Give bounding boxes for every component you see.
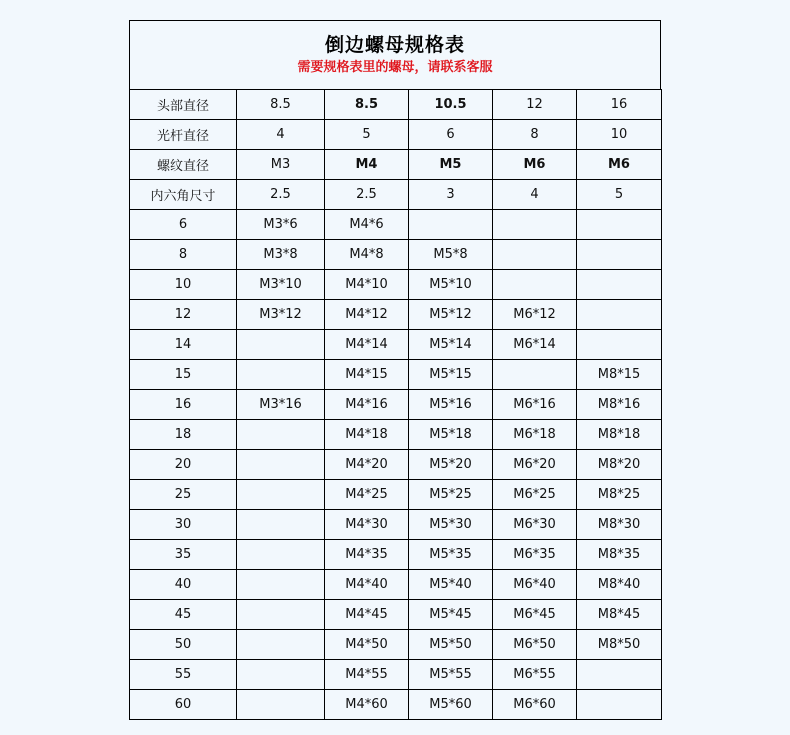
spec-cell: M4*45 xyxy=(325,600,409,630)
table-row xyxy=(130,660,662,690)
spec-cell: M4*50 xyxy=(325,630,409,660)
row-label-cell: 螺纹直径 xyxy=(130,150,237,180)
spec-cell xyxy=(493,270,577,300)
spec-cell: M5 xyxy=(409,150,493,180)
spec-cell: 5 xyxy=(325,120,409,150)
spec-cell xyxy=(237,600,325,630)
table-row xyxy=(130,300,662,330)
spec-table xyxy=(129,89,662,720)
page-title: 倒边螺母规格表 xyxy=(324,34,465,56)
spec-cell xyxy=(237,570,325,600)
length-cell: 8 xyxy=(130,240,237,270)
length-cell: 16 xyxy=(130,390,237,420)
length-cell: 14 xyxy=(130,330,237,360)
length-cell: 35 xyxy=(130,540,237,570)
length-cell: 25 xyxy=(130,480,237,510)
spec-cell: M5*10 xyxy=(409,270,493,300)
spec-cell: M4*15 xyxy=(325,360,409,390)
spec-cell: 8 xyxy=(493,120,577,150)
spec-cell xyxy=(577,660,662,690)
spec-cell xyxy=(577,240,662,270)
spec-cell xyxy=(577,330,662,360)
table-row xyxy=(130,450,662,480)
spec-cell: M5*14 xyxy=(409,330,493,360)
table-row xyxy=(130,270,662,300)
spec-cell: M8*15 xyxy=(577,360,662,390)
table-row xyxy=(130,420,662,450)
spec-cell: M5*55 xyxy=(409,660,493,690)
contact-subtitle: 需要规格表里的螺母，请联系客服 xyxy=(297,60,493,75)
spec-cell: M3*16 xyxy=(237,390,325,420)
spec-cell: M6 xyxy=(577,150,662,180)
spec-cell xyxy=(237,510,325,540)
spec-cell: M5*12 xyxy=(409,300,493,330)
spec-cell xyxy=(237,480,325,510)
spec-cell: M6 xyxy=(493,150,577,180)
spec-cell: M4 xyxy=(325,150,409,180)
spec-cell: M3 xyxy=(237,150,325,180)
table-row xyxy=(130,240,662,270)
spec-header-row xyxy=(130,90,662,120)
spec-cell xyxy=(493,360,577,390)
spec-cell: M8*50 xyxy=(577,630,662,660)
spec-cell xyxy=(237,540,325,570)
spec-cell: M4*16 xyxy=(325,390,409,420)
spec-cell: M4*10 xyxy=(325,270,409,300)
length-cell: 18 xyxy=(130,420,237,450)
spec-cell: 10 xyxy=(577,120,662,150)
table-row xyxy=(130,510,662,540)
spec-cell xyxy=(237,690,325,720)
spec-header-row xyxy=(130,180,662,210)
spec-header-row xyxy=(130,120,662,150)
table-row xyxy=(130,630,662,660)
table-row xyxy=(130,360,662,390)
spec-cell xyxy=(237,450,325,480)
spec-cell: 4 xyxy=(493,180,577,210)
spec-cell: M5*40 xyxy=(409,570,493,600)
spec-cell: 8.5 xyxy=(325,90,409,120)
spec-cell: M5*50 xyxy=(409,630,493,660)
row-label-cell: 内六角尺寸 xyxy=(130,180,237,210)
spec-cell: M4*55 xyxy=(325,660,409,690)
length-cell: 55 xyxy=(130,660,237,690)
length-cell: 12 xyxy=(130,300,237,330)
spec-cell: 2.5 xyxy=(325,180,409,210)
spec-cell: M4*40 xyxy=(325,570,409,600)
spec-cell xyxy=(577,300,662,330)
table-row xyxy=(130,600,662,630)
spec-cell: M6*45 xyxy=(493,600,577,630)
spec-cell: M5*8 xyxy=(409,240,493,270)
spec-sheet xyxy=(129,20,661,720)
length-cell: 15 xyxy=(130,360,237,390)
spec-cell: M4*20 xyxy=(325,450,409,480)
length-cell: 50 xyxy=(130,630,237,660)
spec-cell: M8*45 xyxy=(577,600,662,630)
spec-cell: 3 xyxy=(409,180,493,210)
row-label-cell: 光杆直径 xyxy=(130,120,237,150)
spec-cell: M8*40 xyxy=(577,570,662,600)
spec-cell: M6*60 xyxy=(493,690,577,720)
spec-cell: 16 xyxy=(577,90,662,120)
spec-cell: M6*25 xyxy=(493,480,577,510)
spec-cell: 10.5 xyxy=(409,90,493,120)
table-row xyxy=(130,690,662,720)
spec-cell: M8*30 xyxy=(577,510,662,540)
spec-cell: M4*60 xyxy=(325,690,409,720)
spec-cell: M4*14 xyxy=(325,330,409,360)
spec-cell xyxy=(237,330,325,360)
length-cell: 30 xyxy=(130,510,237,540)
spec-table-body xyxy=(130,90,662,720)
spec-cell: M4*18 xyxy=(325,420,409,450)
spec-cell: M5*20 xyxy=(409,450,493,480)
spec-cell: M5*30 xyxy=(409,510,493,540)
spec-cell: M6*18 xyxy=(493,420,577,450)
spec-cell: M5*16 xyxy=(409,390,493,420)
sheet-header xyxy=(129,20,661,89)
spec-cell xyxy=(577,690,662,720)
spec-cell: M6*55 xyxy=(493,660,577,690)
spec-cell: M4*6 xyxy=(325,210,409,240)
spec-cell: M4*25 xyxy=(325,480,409,510)
spec-cell: M6*16 xyxy=(493,390,577,420)
spec-cell: M5*60 xyxy=(409,690,493,720)
spec-cell: M6*12 xyxy=(493,300,577,330)
spec-cell: M5*15 xyxy=(409,360,493,390)
spec-cell: M8*18 xyxy=(577,420,662,450)
spec-cell: 8.5 xyxy=(237,90,325,120)
spec-cell: 4 xyxy=(237,120,325,150)
table-row xyxy=(130,390,662,420)
spec-cell: M5*45 xyxy=(409,600,493,630)
length-cell: 60 xyxy=(130,690,237,720)
table-row xyxy=(130,210,662,240)
spec-cell xyxy=(409,210,493,240)
row-label-cell: 头部直径 xyxy=(130,90,237,120)
spec-cell: M8*20 xyxy=(577,450,662,480)
table-row xyxy=(130,570,662,600)
spec-cell: M3*12 xyxy=(237,300,325,330)
spec-cell: M8*25 xyxy=(577,480,662,510)
length-cell: 10 xyxy=(130,270,237,300)
spec-cell: M8*16 xyxy=(577,390,662,420)
length-cell: 40 xyxy=(130,570,237,600)
spec-cell xyxy=(493,210,577,240)
spec-cell: 5 xyxy=(577,180,662,210)
spec-cell: M6*50 xyxy=(493,630,577,660)
spec-cell: M4*8 xyxy=(325,240,409,270)
spec-cell: M6*30 xyxy=(493,510,577,540)
spec-cell xyxy=(237,420,325,450)
length-cell: 20 xyxy=(130,450,237,480)
spec-cell: M5*35 xyxy=(409,540,493,570)
spec-header-row xyxy=(130,150,662,180)
spec-cell: M8*35 xyxy=(577,540,662,570)
length-cell: 6 xyxy=(130,210,237,240)
table-row xyxy=(130,540,662,570)
spec-cell: M3*8 xyxy=(237,240,325,270)
table-row xyxy=(130,480,662,510)
table-row xyxy=(130,330,662,360)
spec-cell: M5*25 xyxy=(409,480,493,510)
spec-cell xyxy=(577,210,662,240)
spec-cell: M4*35 xyxy=(325,540,409,570)
spec-cell: M3*10 xyxy=(237,270,325,300)
spec-cell: M6*14 xyxy=(493,330,577,360)
spec-cell xyxy=(577,270,662,300)
spec-cell xyxy=(237,660,325,690)
spec-cell xyxy=(493,240,577,270)
spec-cell xyxy=(237,360,325,390)
spec-cell: M6*35 xyxy=(493,540,577,570)
spec-cell xyxy=(237,630,325,660)
spec-cell: M4*12 xyxy=(325,300,409,330)
spec-cell: M6*20 xyxy=(493,450,577,480)
spec-cell: 2.5 xyxy=(237,180,325,210)
length-cell: 45 xyxy=(130,600,237,630)
spec-cell: M4*30 xyxy=(325,510,409,540)
spec-cell: M6*40 xyxy=(493,570,577,600)
spec-cell: M3*6 xyxy=(237,210,325,240)
spec-cell: 12 xyxy=(493,90,577,120)
spec-cell: M5*18 xyxy=(409,420,493,450)
spec-cell: 6 xyxy=(409,120,493,150)
